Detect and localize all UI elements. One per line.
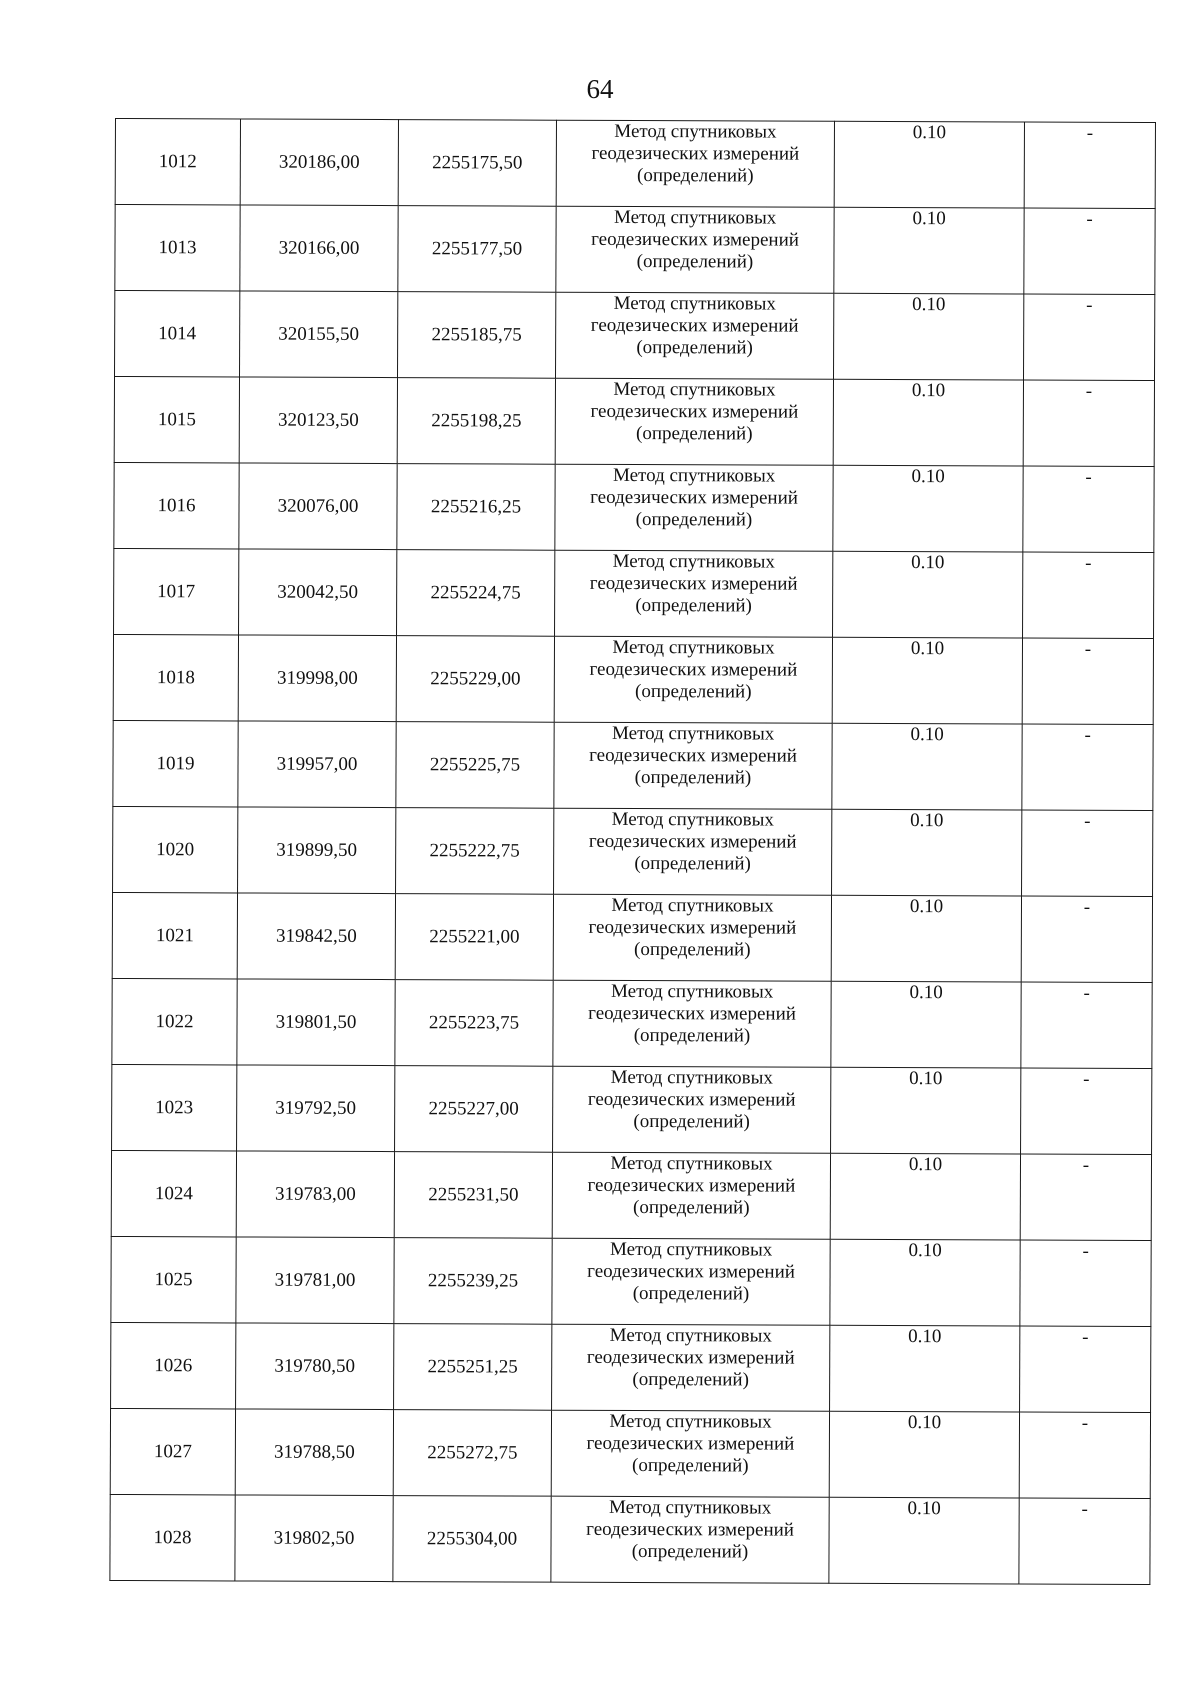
table-row	[112, 978, 1152, 1068]
method-line: (определений)	[632, 1454, 749, 1477]
method-line: геодезических измерений	[591, 228, 799, 251]
method-line: (определений)	[635, 595, 752, 617]
description-cell: -	[1021, 1068, 1152, 1155]
method-line: геодезических измерений	[586, 1518, 795, 1541]
method-line: геодезических измерений	[588, 1002, 796, 1025]
table-row	[115, 119, 1155, 209]
description-cell: -	[1020, 1326, 1151, 1413]
method-line: Метод спутниковых	[613, 206, 777, 229]
accuracy-cell: 0.10	[832, 809, 1022, 896]
method-line: Метод спутниковых	[612, 550, 775, 573]
method-cell	[551, 1496, 829, 1583]
method-line: геодезических измерений	[587, 1260, 796, 1283]
x-coordinate-cell: 320166,00	[240, 205, 398, 292]
y-coordinate-cell: 2255251,25	[394, 1324, 552, 1411]
method-line: (определений)	[636, 251, 754, 273]
y-coordinate-cell: 2255222,75	[396, 808, 554, 895]
point-number-cell: 1026	[111, 1322, 236, 1408]
table-row	[114, 462, 1154, 552]
x-coordinate-cell: 320123,50	[239, 377, 397, 464]
table-row	[112, 892, 1152, 982]
table-row	[110, 1408, 1150, 1498]
accuracy-cell: 0.10	[830, 1239, 1020, 1326]
method-line: Метод спутниковых	[611, 722, 775, 745]
point-number-cell: 1021	[112, 892, 237, 978]
x-coordinate-cell: 319842,50	[237, 893, 395, 980]
point-number-cell: 1019	[113, 720, 238, 806]
accuracy-cell: 0.10	[833, 379, 1023, 466]
table-row	[110, 1494, 1150, 1584]
description-cell: -	[1021, 982, 1152, 1069]
coordinates-table	[109, 118, 1156, 1585]
table-row	[112, 1064, 1152, 1154]
x-coordinate-cell: 320076,00	[239, 463, 397, 550]
table-row	[111, 1322, 1151, 1412]
method-line: Метод спутниковых	[613, 292, 776, 315]
point-number-cell: 1017	[114, 548, 239, 634]
point-number-cell: 1022	[112, 978, 237, 1064]
description-cell: -	[1023, 466, 1154, 553]
method-line: Метод спутниковых	[613, 378, 776, 401]
point-number-cell: 1028	[110, 1494, 235, 1580]
y-coordinate-cell: 2255272,75	[393, 1410, 551, 1497]
method-cell	[556, 206, 834, 293]
method-line: (определений)	[634, 681, 752, 703]
table-row	[113, 720, 1153, 810]
method-cell	[556, 120, 834, 207]
description-cell: -	[1020, 1240, 1151, 1327]
x-coordinate-cell: 319802,50	[235, 1495, 393, 1582]
method-line: Метод спутниковых	[614, 120, 777, 143]
y-coordinate-cell: 2255231,50	[394, 1152, 552, 1239]
accuracy-cell: 0.10	[831, 895, 1021, 982]
y-coordinate-cell: 2255198,25	[397, 378, 555, 465]
method-line: Метод спутниковых	[610, 1066, 773, 1089]
method-line: геодезических измерений	[586, 1432, 795, 1455]
description-cell: -	[1020, 1154, 1151, 1241]
description-cell: -	[1019, 1412, 1150, 1499]
table-row	[115, 205, 1155, 295]
method-line: геодезических измерений	[588, 830, 797, 853]
method-line: (определений)	[635, 423, 753, 445]
method-cell	[552, 1324, 830, 1411]
method-line: (определений)	[633, 1196, 750, 1219]
y-coordinate-cell: 2255175,50	[398, 120, 556, 207]
accuracy-cell: 0.10	[832, 637, 1022, 724]
method-cell	[556, 292, 834, 379]
method-line: геодезических измерений	[590, 486, 798, 509]
method-line: Метод спутниковых	[609, 1324, 772, 1347]
accuracy-cell: 0.10	[830, 1153, 1020, 1240]
table-row	[113, 806, 1153, 896]
method-cell	[554, 636, 832, 723]
accuracy-cell: 0.10	[831, 981, 1021, 1068]
accuracy-cell: 0.10	[833, 551, 1023, 638]
y-coordinate-cell: 2255185,75	[398, 292, 556, 379]
y-coordinate-cell: 2255216,25	[397, 464, 555, 551]
table-row	[111, 1150, 1151, 1240]
y-coordinate-cell: 2255224,75	[397, 550, 555, 637]
point-number-cell: 1012	[115, 119, 240, 205]
accuracy-cell: 0.10	[834, 207, 1024, 294]
method-line: Метод спутниковых	[610, 1152, 773, 1175]
accuracy-cell: 0.10	[829, 1497, 1019, 1584]
x-coordinate-cell: 320042,50	[239, 549, 397, 636]
method-cell	[554, 808, 832, 895]
method-line: (определений)	[636, 337, 753, 359]
method-line: (определений)	[636, 165, 754, 187]
x-coordinate-cell: 319998,00	[238, 635, 396, 722]
method-cell	[552, 1152, 830, 1239]
x-coordinate-cell: 319792,50	[237, 1065, 395, 1152]
accuracy-cell: 0.10	[832, 723, 1022, 810]
method-cell	[553, 894, 831, 981]
table-row	[111, 1236, 1151, 1326]
point-number-cell: 1014	[115, 291, 240, 377]
table-row	[114, 377, 1154, 467]
y-coordinate-cell: 2255239,25	[394, 1238, 552, 1325]
accuracy-cell: 0.10	[834, 293, 1024, 380]
method-line: геодезических измерений	[589, 658, 798, 681]
x-coordinate-cell: 319899,50	[238, 807, 396, 894]
method-line: геодезических измерений	[590, 314, 799, 337]
method-cell	[553, 980, 831, 1067]
page-number: 64	[586, 74, 614, 104]
y-coordinate-cell: 2255223,75	[395, 980, 553, 1067]
x-coordinate-cell: 319957,00	[238, 721, 396, 808]
y-coordinate-cell: 2255304,00	[393, 1496, 551, 1583]
method-cell	[555, 464, 833, 551]
method-line: геодезических измерений	[591, 142, 800, 165]
coordinates-table-body	[110, 119, 1156, 1585]
table-row	[115, 291, 1155, 381]
x-coordinate-cell: 319801,50	[237, 979, 395, 1066]
method-cell	[552, 1238, 830, 1325]
point-number-cell: 1025	[111, 1236, 236, 1322]
accuracy-cell: 0.10	[831, 1067, 1021, 1154]
method-line: геодезических измерений	[589, 744, 797, 767]
method-line: геодезических измерений	[587, 1174, 796, 1197]
method-line: Метод спутниковых	[611, 894, 774, 917]
method-cell	[554, 722, 832, 809]
method-line: геодезических измерений	[589, 572, 798, 595]
method-line: геодезических измерений	[587, 1088, 796, 1111]
method-line: Метод спутниковых	[609, 1410, 772, 1433]
description-cell: -	[1021, 896, 1152, 983]
method-line: (определений)	[634, 767, 752, 789]
method-line: геодезических измерений	[590, 400, 799, 423]
method-cell	[553, 1066, 831, 1153]
method-cell	[551, 1410, 829, 1497]
point-number-cell: 1018	[113, 634, 238, 720]
x-coordinate-cell: 320155,50	[240, 291, 398, 378]
y-coordinate-cell: 2255225,75	[396, 722, 554, 809]
method-line: (определений)	[633, 1024, 751, 1047]
method-line: Метод спутниковых	[609, 1238, 773, 1261]
method-line: Метод спутниковых	[612, 636, 775, 659]
method-line: (определений)	[634, 938, 751, 961]
description-cell: -	[1019, 1498, 1150, 1585]
description-cell: -	[1024, 208, 1155, 295]
x-coordinate-cell: 320186,00	[240, 119, 398, 206]
point-number-cell: 1013	[115, 205, 240, 291]
method-line: геодезических измерений	[586, 1346, 795, 1369]
table-row	[114, 548, 1154, 638]
description-cell: -	[1022, 638, 1153, 725]
point-number-cell: 1024	[111, 1150, 236, 1236]
point-number-cell: 1016	[114, 462, 239, 548]
method-line: (определений)	[633, 1110, 750, 1133]
y-coordinate-cell: 2255221,00	[395, 894, 553, 981]
method-line: Метод спутниковых	[612, 464, 776, 487]
description-cell: -	[1022, 724, 1153, 811]
x-coordinate-cell: 319781,00	[236, 1237, 394, 1324]
method-line: геодезических измерений	[588, 916, 797, 939]
x-coordinate-cell: 319788,50	[235, 1409, 393, 1496]
y-coordinate-cell: 2255177,50	[398, 206, 556, 293]
method-line: (определений)	[635, 509, 753, 531]
method-line: (определений)	[632, 1282, 750, 1305]
accuracy-cell: 0.10	[829, 1411, 1019, 1498]
method-line: Метод спутниковых	[609, 1496, 772, 1519]
point-number-cell: 1020	[113, 806, 238, 892]
description-cell: -	[1024, 122, 1155, 209]
table-row	[113, 634, 1153, 724]
description-cell: -	[1024, 294, 1155, 381]
y-coordinate-cell: 2255227,00	[395, 1066, 553, 1153]
point-number-cell: 1015	[114, 377, 239, 463]
point-number-cell: 1023	[112, 1064, 237, 1150]
method-line: Метод спутниковых	[611, 808, 774, 831]
x-coordinate-cell: 319780,50	[236, 1323, 394, 1410]
method-line: Метод спутниковых	[610, 980, 774, 1003]
y-coordinate-cell: 2255229,00	[396, 636, 554, 723]
point-number-cell: 1027	[110, 1408, 235, 1494]
method-line: (определений)	[634, 852, 751, 875]
method-line: (определений)	[632, 1368, 749, 1391]
method-line: (определений)	[631, 1540, 749, 1563]
accuracy-cell: 0.10	[834, 121, 1024, 208]
description-cell: -	[1022, 810, 1153, 897]
accuracy-cell: 0.10	[833, 465, 1023, 552]
description-cell: -	[1023, 380, 1154, 467]
description-cell: -	[1023, 552, 1154, 639]
x-coordinate-cell: 319783,00	[236, 1151, 394, 1238]
accuracy-cell: 0.10	[830, 1325, 1020, 1412]
method-cell	[555, 378, 833, 465]
method-cell	[555, 550, 833, 637]
